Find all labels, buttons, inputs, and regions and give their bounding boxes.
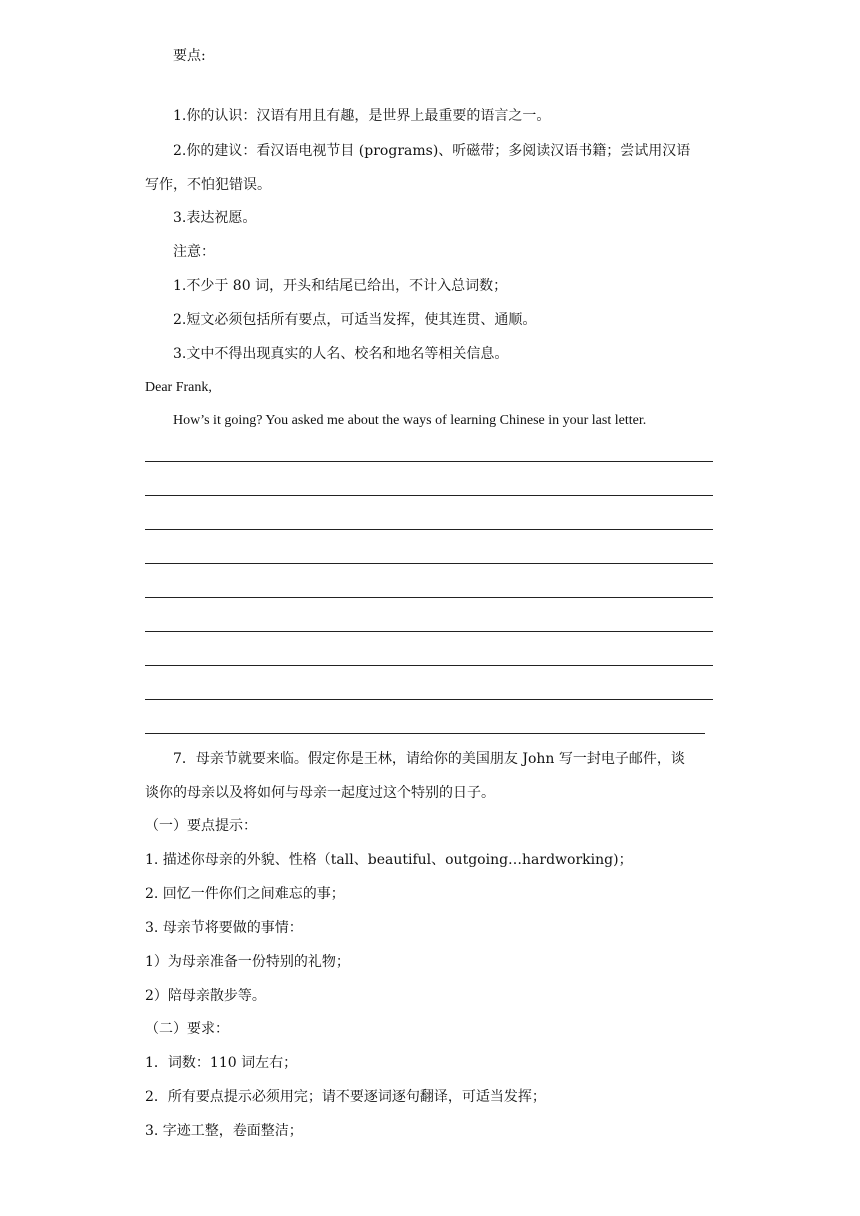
- writing-line[interactable]: [145, 665, 713, 666]
- hint-3-sub-2: 2）陪母亲散步等。: [145, 988, 266, 1004]
- note-2: 2.短文必须包括所有要点，可适当发挥，使其连贯、通顺。: [173, 312, 537, 328]
- point-1: 1.你的认识：汉语有用且有趣，是世界上最重要的语言之一。: [173, 108, 551, 124]
- writing-line[interactable]: [145, 495, 713, 496]
- requirement-3: 3. 字迹工整，卷面整洁；: [145, 1123, 303, 1139]
- hint-1: 1. 描述你母亲的外貌、性格（tall、beautiful、outgoing…hardworking)；: [145, 852, 633, 868]
- letter-opening: How’s it going? You asked me about the ways of learning Chinese in your last letter.: [173, 413, 647, 428]
- writing-line[interactable]: [145, 631, 713, 632]
- note-1: 1.不少于 80 词，开头和结尾已给出，不计入总词数；: [173, 278, 508, 294]
- writing-line[interactable]: [145, 597, 713, 598]
- hint-2: 2. 回忆一件你们之间难忘的事；: [145, 886, 345, 902]
- hint-3: 3. 母亲节将要做的事情：: [145, 920, 303, 936]
- writing-line[interactable]: [145, 461, 713, 462]
- hint-3-sub-1: 1）为母亲准备一份特别的礼物；: [145, 954, 350, 970]
- question-7-line-1: 7．母亲节就要来临。假定你是王林，请给你的美国朋友 John 写一封电子邮件，谈: [173, 751, 685, 767]
- requirement-1: 1．词数：110 词左右；: [145, 1055, 298, 1071]
- writing-line[interactable]: [145, 733, 705, 734]
- hints-heading: （一）要点提示：: [145, 818, 257, 834]
- letter-salutation: Dear Frank,: [145, 380, 212, 395]
- question-7-line-2: 谈你的母亲以及将如何与母亲一起度过这个特别的日子。: [145, 785, 495, 801]
- notes-heading: 注意：: [173, 244, 215, 260]
- point-2-line-2: 写作，不怕犯错误。: [145, 177, 271, 193]
- points-heading: 要点:: [173, 48, 206, 64]
- writing-line[interactable]: [145, 563, 713, 564]
- point-2-line-1: 2.你的建议：看汉语电视节目 (programs)、听磁带；多阅读汉语书籍；尝试用汉语: [173, 143, 691, 159]
- note-3: 3.文中不得出现真实的人名、校名和地名等相关信息。: [173, 346, 509, 362]
- requirement-2: 2．所有要点提示必须用完；请不要逐词逐句翻译，可适当发挥；: [145, 1089, 546, 1105]
- requirements-heading: （二）要求：: [145, 1021, 229, 1037]
- writing-line[interactable]: [145, 529, 713, 530]
- point-3: 3.表达祝愿。: [173, 210, 257, 226]
- writing-line[interactable]: [145, 699, 713, 700]
